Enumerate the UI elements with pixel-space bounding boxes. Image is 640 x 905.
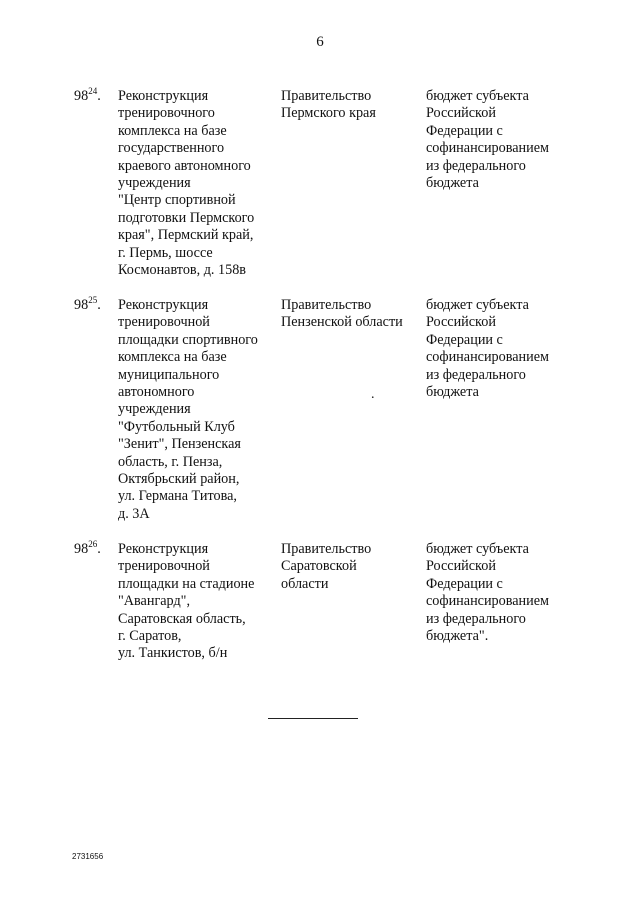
end-of-list-rule [268,718,358,719]
row-number-superscript: 24 [88,86,98,96]
object-description: Реконструкция тренировочной площадки спортивного комплекса на базе муниципального автономного учреждения "Футбольный Клуб "Зенит", Пензенская область, г. Пенза, Октябрьский район, ул. Германа Титова, д. 3А [118,297,258,522]
row-number-base: 98 [74,297,89,313]
object-description: Реконструкция тренировочного комплекса на базе государственного краевого автономного учреждения "Центр спортивной подготовки Пермского края", Пермский край, г. Пермь, шоссе Космонавтов, д. 158в [118,88,255,279]
row-number-superscript: 26 [88,539,98,549]
funding-source: бюджет субъекта Российской Федерации с софинансированием из федерального бюджета". [426,541,550,645]
responsible-government: Правительство Пензенской области [281,297,403,331]
funding-source: бюджет субъекта Российской Федерации с софинансированием из федерального бюджета [426,88,550,192]
row-number: $98^{26}$. [74,539,101,557]
funding-source: бюджет субъекта Российской Федерации с софинансированием из федерального бюджета [426,297,550,401]
responsible-government: Правительство Пермского края [281,88,376,122]
row-number-base: 98 [74,88,89,104]
row-number: $98^{24}$. [74,86,101,104]
row-number: $98^{25}$. [74,295,101,313]
document-code: 2731656 [72,852,104,861]
responsible-government: Правительство Саратовской области [281,541,372,592]
object-description: Реконструкция тренировочной площадки на стадионе "Авангард", Саратовская область, г. Саратов, ул. Танкистов, б/н [118,541,255,662]
row-number-superscript: 25 [88,295,98,305]
stray-mark: . [371,387,375,402]
row-number-base: 98 [74,541,89,557]
page-number: 6 [316,34,324,50]
